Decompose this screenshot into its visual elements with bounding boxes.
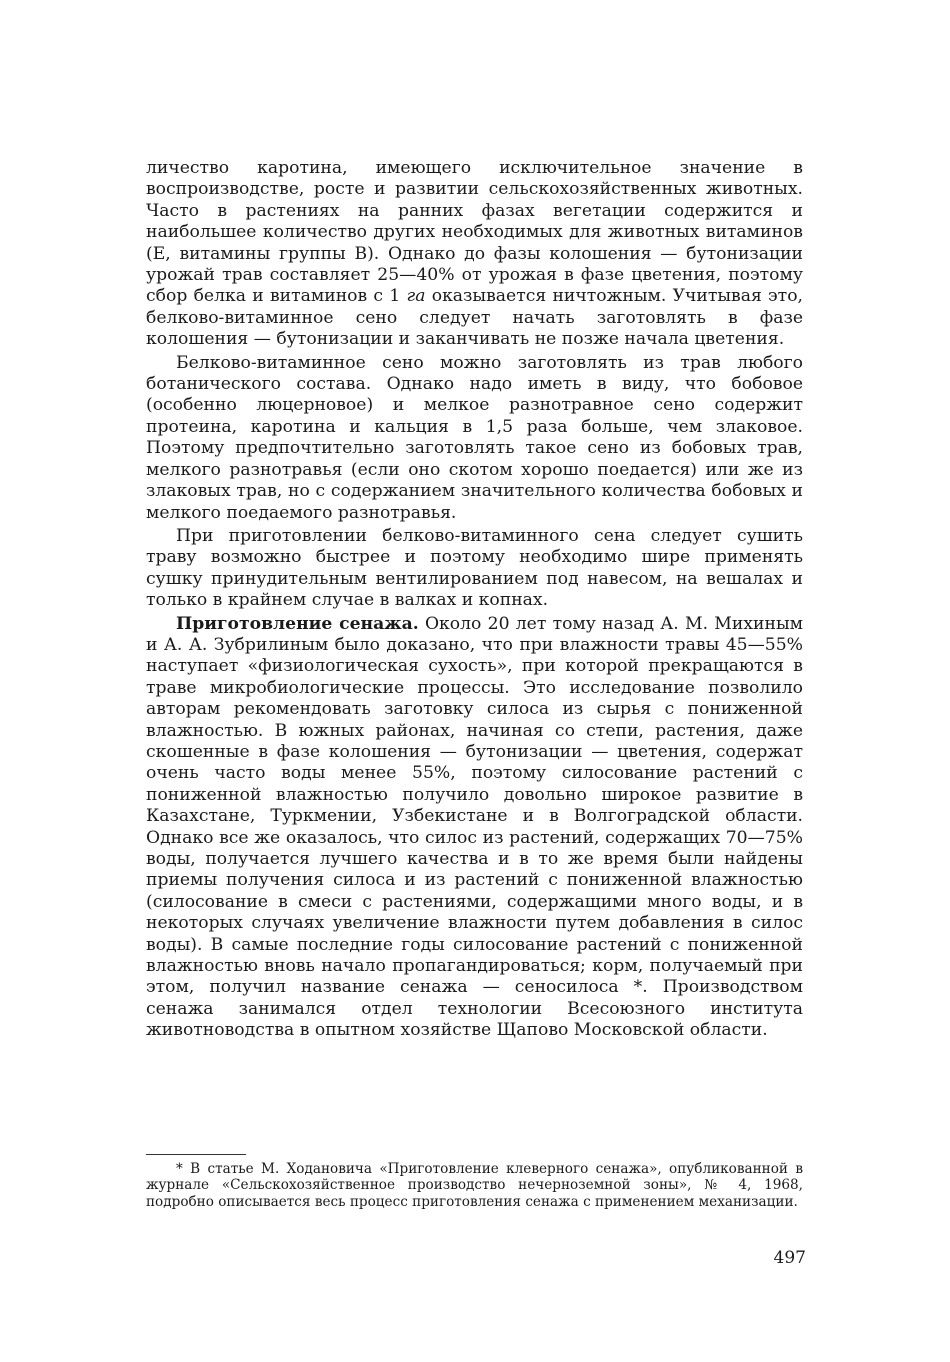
paragraph-carotene: [146, 158, 803, 351]
page-body: [146, 158, 803, 1042]
paragraph-drying: При приготовлении белково-витаминного сена следует сушить траву возможно быстрее и поэтому необходимо шире применять сушку принудительным вентилированием под навесом, на вешалах и только в крайнем случае в валках и копнах.: [146, 525, 803, 611]
paragraph-haylage-text: Около 20 лет тому назад А. М. Михиным и А. А. Зубрилиным было доказано, что при влажности травы 45—55% наступает «физиологическая сухость», при которой прекращаются в траве микробиологические процессы. Это исследование позволило авторам рекомендовать заготовку силоса из сырья с пониженной влажностью. В южных районах, начиная со степи, растения, даже скошенные в фазе колошения — бутонизации — цветения, содержат очень часто воды менее 55%, поэтому силосование растений с пониженной влажностью получило довольно широкое развитие в Казахстане, Туркмении, Узбекистане и в Волгоградской области. Однако все же оказалось, что силос из растений, содержащих 70—75% воды, получается лучшего качества и в то же время были найдены приемы получения силоса и из растений с пониженной влажностью (силосование в смеси с растениями, содержащими много воды, и в некоторых случаях увеличение влажности путем добавления в силос воды). В самые последние годы силосование растений с пониженной влажностью вновь начало пропагандироваться; корм, получаемый при этом, получил название сенажа — сеносилоса *. Производством сенажа занимался отдел технологии Всесоюзного института животноводства в опытном хозяйстве Щапово Московской области.: [146, 613, 803, 1041]
paragraph-botanical-composition: Белково-витаминное сено можно заготовлять из трав любого ботанического состава. Однако надо иметь в виду, что бобовое (особенно люцерновое) и мелкое разнотравное сено содержит протеина, каротина и кальция в 1,5 раза больше, чем злаковое. Поэтому предпочтительно заготовлять такое сено из бобовых трав, мелкого разнотравья (если оно скотом хорошо поедается) или же из злаковых трав, но с содержанием значительного количества бобовых и мелкого поедаемого разнотравья.: [146, 352, 803, 523]
unit-hectare: га: [406, 286, 426, 307]
paragraph-haylage: [146, 614, 803, 1042]
paragraph-carotene-end: оказывается ничтожным. Учитывая это, белково-витаминное сено следует начать заготовлять в фазе колошения — бутонизации и заканчивать не позже начала цветения.: [146, 286, 804, 350]
footnote-divider: [146, 1154, 246, 1155]
page-number: 497: [773, 1248, 806, 1268]
section-heading-haylage: Приготовление сенажа.: [176, 613, 419, 634]
paragraph-carotene-text: личество каротина, имеющего исключительное значение в воспроизводстве, росте и развитии сельскохозяйственных животных. Часто в растениях на ранних фазах вегетации содержится и наибольшее количество других необходимых для животных витаминов (Е, витамины группы В). Однако до фазы колошения — бутонизации урожай трав составляет 25—40% от урожая в фазе цветения, поэтому сбор белка и витаминов с 1: [146, 158, 803, 307]
footnote: * В статье М. Ходановича «Приготовление клеверного сенажа», опубликованной в журнале «Сельскохозяйственное производство нечерноземной зоны», № 4, 1968, подробно описывается весь процесс приготовления сенажа с применением механизации.: [146, 1161, 803, 1210]
